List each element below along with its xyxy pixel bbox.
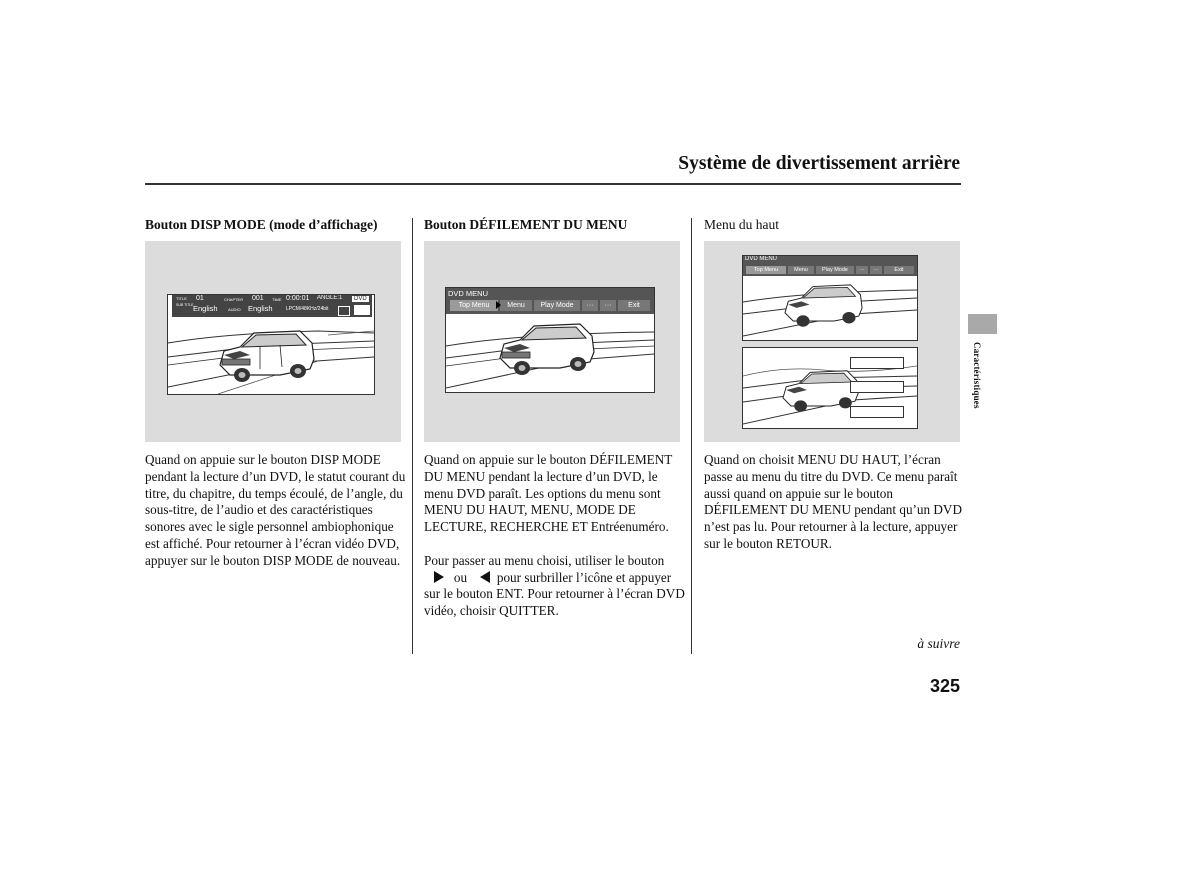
menu-item-exit[interactable]: Exit: [618, 300, 650, 311]
figure-top-menu: [704, 241, 960, 442]
section-tab: [968, 314, 997, 334]
figure-disp-mode: [145, 241, 401, 442]
personal-surround-icon: [354, 305, 370, 315]
osd-dvd-badge: DVD: [354, 296, 367, 302]
title-menu-screen: [742, 347, 918, 429]
text-column-menu-scroll: [424, 452, 686, 637]
paragraph: Quand on appuie sur le bouton DISP MODE pendant la lecture d’un DVD, le statut courant du titre, du chapitre, du temps écoulé, de l’angle, du sous-titre, de l’audio et des caractéristiques sonores avec le sigle personnel ambiophonique est affiché. Pour retourner à l’écran vidéo DVD, appuyer sur le bouton DISP MODE de nouveau.: [145, 452, 406, 568]
section-label: [966, 342, 986, 422]
text-column-top-menu: [704, 452, 966, 570]
menu-item-number-entry[interactable]: ···: [870, 266, 882, 274]
dvd-screen: [167, 294, 375, 395]
menu-item-menu[interactable]: Menu: [788, 266, 814, 274]
menu-item-search[interactable]: ···: [582, 300, 598, 311]
text-column-disp-mode: [145, 452, 407, 586]
osd-chapter-label: CHAPTER: [224, 297, 244, 302]
left-arrow-icon: [480, 571, 490, 583]
heading-disp-mode: Bouton DISP MODE (mode d’affichage): [145, 217, 378, 232]
heading-menu-scroll: Bouton DÉFILEMENT DU MENU: [424, 217, 628, 232]
menu-item-play-mode[interactable]: Play Mode: [534, 300, 580, 311]
osd-subtitle-value: English: [193, 304, 218, 313]
osd-chapter-value: 001: [252, 295, 264, 302]
dvd-menu-bar: [743, 256, 917, 276]
osd-angle: ANGLE:1: [317, 295, 343, 301]
nav-text-2: ou: [453, 569, 468, 585]
column-divider: [412, 218, 413, 654]
nav-text-3: pour surbriller l’icône et appuyer sur le bouton ENT. Pour retourner à l’écran DVD vidéo, choisir QUITTER.: [424, 569, 685, 619]
paragraph-navigation: [424, 553, 686, 620]
menu-item-exit[interactable]: Exit: [884, 266, 914, 274]
nav-text-1: Pour passer au menu choisi, utiliser le bouton: [424, 552, 665, 568]
osd-audio-value: English: [248, 304, 273, 313]
page-number: 325: [929, 676, 960, 696]
dvd-menu-title: DVD MENU: [448, 289, 489, 298]
osd-title-value: 01: [196, 295, 204, 302]
heading-top-menu: Menu du haut: [704, 217, 779, 232]
osd-time-label: TIME: [272, 297, 282, 302]
figure-dvd-menu: [424, 241, 680, 442]
continued-note: à suivre: [917, 636, 960, 651]
paragraph: Quand on choisit MENU DU HAUT, l’écran passe au menu du titre du DVD. Ce menu paraît aussi quand on appuie sur le bouton DÉFILEMENT DU MENU pendant qu’un DVD n’est pas lu. Pour retourner à la lecture, appuyer sur le bouton RETOUR.: [704, 452, 962, 551]
menu-item-search[interactable]: ···: [856, 266, 868, 274]
menu-item-top-menu[interactable]: Top Menu: [450, 300, 498, 311]
surround-icon: [338, 306, 350, 316]
section-label-text: Caractéristiques: [972, 342, 982, 409]
cursor-arrow-icon: [496, 301, 501, 309]
dvd-screen: [445, 287, 655, 393]
dvd-menu-bar: [446, 288, 654, 314]
osd-audio-label: AUDIO: [228, 307, 241, 312]
title-menu-option[interactable]: [850, 406, 904, 418]
right-arrow-icon: [434, 571, 444, 583]
title-rule: [145, 183, 961, 185]
dvd-menu-title: DVD MENU: [745, 256, 778, 262]
menu-item-play-mode[interactable]: Play Mode: [816, 266, 854, 274]
osd-time-value: 0:00:01: [286, 295, 310, 302]
menu-item-menu[interactable]: Menu: [500, 300, 532, 311]
osd-format: LPCM/48KHz/24bit: [286, 306, 329, 312]
osd-title-label: TITLE: [176, 296, 187, 301]
title-menu-option[interactable]: [850, 357, 904, 369]
paragraph: Quand on appuie sur le bouton DÉFILEMENT DU MENU pendant la lecture d’un DVD, le menu DVD paraît. Les options du menu sont MENU DU HAUT, MENU, MODE DE LECTURE, RECHERCHE ET Entréenuméro.: [424, 452, 673, 535]
page-title: Système de divertissement arrière: [678, 153, 960, 174]
osd-subtitle-label: SUB TITLE: [176, 303, 194, 307]
dvd-screen: [742, 255, 918, 341]
column-divider: [691, 218, 692, 654]
menu-item-top-menu[interactable]: Top Menu: [746, 266, 786, 274]
title-menu-option[interactable]: [850, 381, 904, 393]
menu-item-number-entry[interactable]: ···: [600, 300, 616, 311]
disp-mode-osd: [172, 295, 372, 317]
